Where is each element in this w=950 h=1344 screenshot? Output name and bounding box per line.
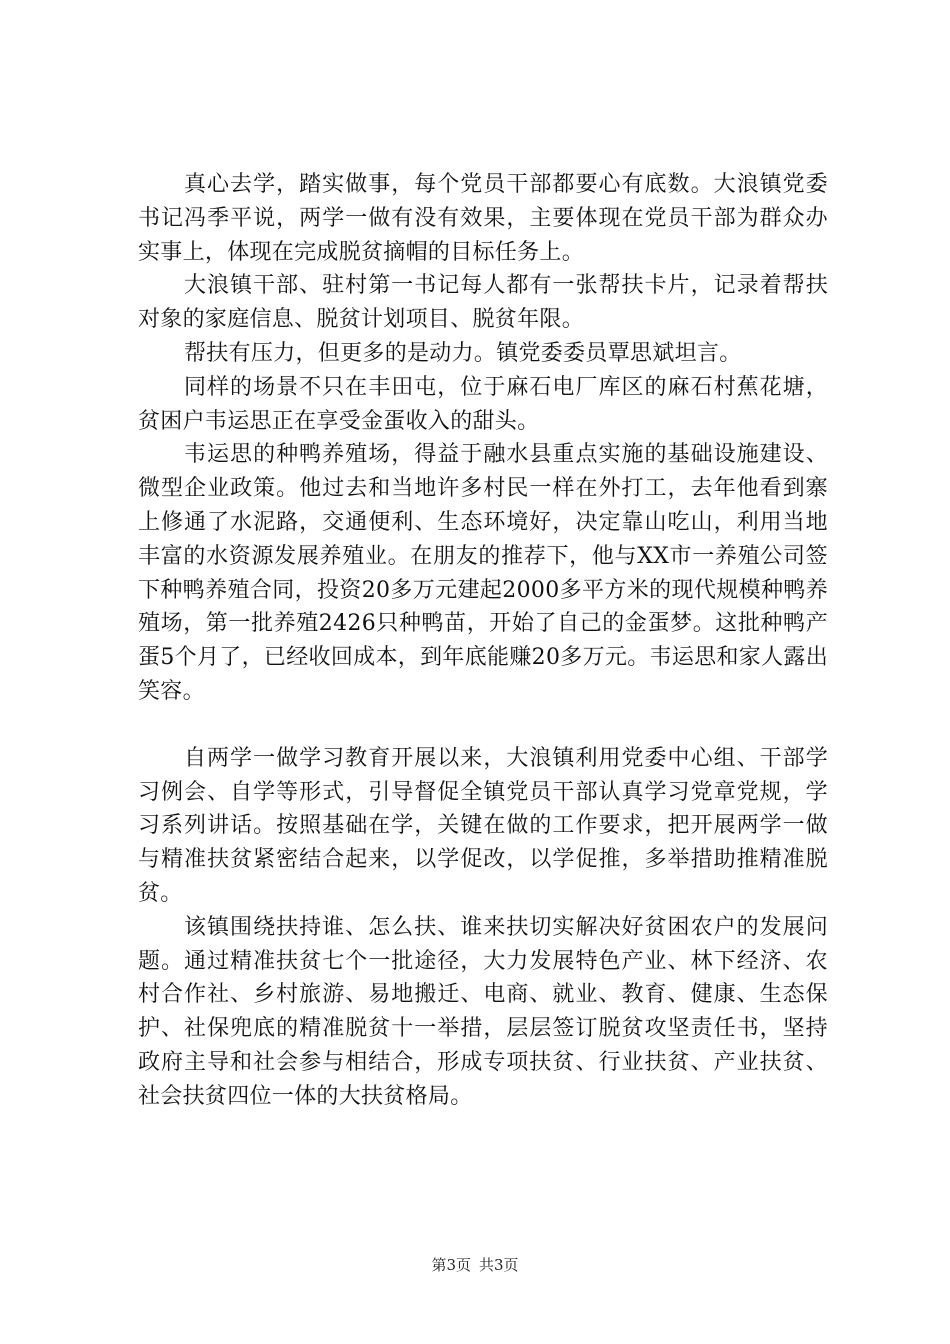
paragraph: 真心去学，踏实做事，每个党员干部都要心有底数。大浪镇党委书记冯季平说，两学一做有没有效果，主要体现在党员干部为群众办实事上，体现在完成脱贫摘帽的目标任务上。 — [138, 172, 828, 265]
document-body — [138, 168, 828, 1114]
paragraph: 大浪镇干部、驻村第一书记每人都有一张帮扶卡片，记录着帮扶对象的家庭信息、脱贫计划项目、脱贫年限。 — [138, 273, 828, 333]
paragraph: 帮扶有压力，但更多的是动力。镇党委委员覃思斌坦言。 — [184, 340, 742, 366]
page-number-current: 第3页 — [431, 1256, 471, 1274]
paragraph: 自两学一做学习教育开展以来，大浪镇利用党委中心组、干部学习例会、自学等形式，引导督促全镇党员干部认真学习党章党规，学习系列讲话。按照基础在学，关键在做的工作要求，把开展两学一做与精准扶贫紧密结合起来，以学促改，以学促推，多举措助推精准脱贫。 — [138, 745, 828, 906]
paragraph: 同样的场景不只在丰田屯，位于麻石电厂库区的麻石村蕉花塘，贫困户韦运思正在享受金蛋收入的甜头。 — [138, 374, 828, 434]
page-footer — [0, 1255, 950, 1275]
paragraph: 韦运思的种鸭养殖场，得益于融水县重点实施的基础设施建设、微型企业政策。他过去和当地许多村民一样在外打工，去年他看到寨上修通了水泥路，交通便利、生态环境好，决定靠山吃山，利用当地丰富的水资源发展养殖业。在朋友的推荐下，他与XX市一养殖公司签下种鸭养殖合同，投资20多万元建起2000多平方米的现代规模种鸭养殖场，第一批养殖2426只种鸭苗，开始了自己的金蛋梦。这批种鸭产蛋5个月了，已经收回成本，到年底能赚20多万元。韦运思和家人露出笑容。 — [138, 442, 828, 704]
paragraph-gap — [138, 709, 828, 742]
paragraph: 该镇围绕扶持谁、怎么扶、谁来扶切实解决好贫困农户的发展问题。通过精准扶贫七个一批途径，大力发展特色产业、林下经济、农村合作社、乡村旅游、易地搬迁、电商、就业、教育、健康、生态保护、社保兜底的精准脱贫十一举措，层层签订脱贫攻坚责任书，坚持政府主导和社会参与相结合，形成专项扶贫、行业扶贫、产业扶贫、社会扶贫四位一体的大扶贫格局。 — [138, 914, 828, 1109]
page-number-total: 共3页 — [479, 1256, 519, 1274]
